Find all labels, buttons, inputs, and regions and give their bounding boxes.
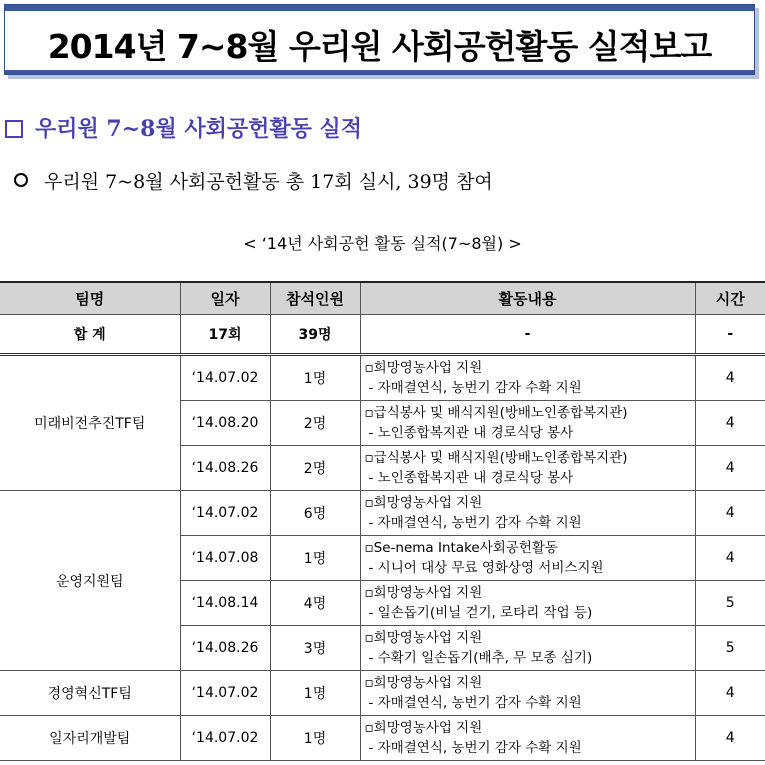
activity-table bbox=[0, 281, 765, 761]
people-cell: 1명 bbox=[270, 716, 360, 761]
hours-cell: 5 bbox=[695, 581, 765, 626]
people-cell: 2명 bbox=[270, 401, 360, 446]
table-row bbox=[0, 491, 765, 536]
date-cell: ‘14.08.26 bbox=[180, 446, 270, 491]
people-cell: 3명 bbox=[270, 626, 360, 671]
activity-title: ▫희망영농사업 지원 bbox=[364, 675, 483, 691]
total-hours: - bbox=[695, 315, 765, 355]
activity-cell bbox=[360, 581, 695, 626]
activity-title: ▫희망영농사업 지원 bbox=[364, 360, 483, 376]
activity-detail: - 수확기 일손돕기(배추, 무 모종 심기) bbox=[368, 650, 593, 666]
hours-cell: 4 bbox=[695, 716, 765, 761]
header-people: 참석인원 bbox=[270, 282, 360, 315]
total-activity: - bbox=[360, 315, 695, 355]
title-banner bbox=[4, 4, 755, 75]
summary-line bbox=[14, 167, 493, 194]
date-cell: ‘14.08.26 bbox=[180, 626, 270, 671]
date-cell: ‘14.07.08 bbox=[180, 536, 270, 581]
activity-detail: - 자매결연식, 농번기 감자 수확 지원 bbox=[368, 740, 582, 756]
activity-title: ▫급식봉사 및 배식지원(방배노인종합복지관) bbox=[364, 405, 628, 421]
activity-title: ▫희망영농사업 지원 bbox=[364, 495, 483, 511]
activity-title: ▫희망영농사업 지원 bbox=[364, 585, 483, 601]
activity-detail: - 시니어 대상 무료 영화상영 서비스지원 bbox=[368, 560, 604, 576]
table-row bbox=[0, 671, 765, 716]
activity-cell bbox=[360, 716, 695, 761]
date-cell: ‘14.07.02 bbox=[180, 716, 270, 761]
title-top-bar bbox=[5, 5, 754, 11]
activity-detail: - 노인종합복지관 내 경로식당 봉사 bbox=[368, 470, 574, 486]
date-cell: ‘14.08.20 bbox=[180, 401, 270, 446]
square-bullet-icon bbox=[5, 120, 23, 138]
people-cell: 2명 bbox=[270, 446, 360, 491]
activity-cell bbox=[360, 536, 695, 581]
header-hours: 시간 bbox=[695, 282, 765, 315]
team-name-cell: 경영혁신TF팀 bbox=[0, 671, 180, 716]
activity-title: ▫급식봉사 및 배식지원(방배노인종합복지관) bbox=[364, 450, 628, 466]
total-people: 39명 bbox=[270, 315, 360, 355]
activity-cell bbox=[360, 446, 695, 491]
hours-cell: 4 bbox=[695, 446, 765, 491]
team-name-cell: 미래비전추진TF팀 bbox=[0, 355, 180, 491]
people-cell: 4명 bbox=[270, 581, 360, 626]
summary-text: 우리원 7~8월 사회공헌활동 총 17회 실시, 39명 참여 bbox=[44, 171, 493, 193]
total-count: 17회 bbox=[180, 315, 270, 355]
activity-title: ▫희망영농사업 지원 bbox=[364, 630, 483, 646]
header-date: 일자 bbox=[180, 282, 270, 315]
table-header-row bbox=[0, 282, 765, 315]
activity-cell bbox=[360, 355, 695, 401]
hours-cell: 5 bbox=[695, 626, 765, 671]
hours-cell: 4 bbox=[695, 491, 765, 536]
date-cell: ‘14.07.02 bbox=[180, 491, 270, 536]
header-activity: 활동내용 bbox=[360, 282, 695, 315]
team-name-cell: 일자리개발팀 bbox=[0, 716, 180, 761]
people-cell: 1명 bbox=[270, 671, 360, 716]
document-title: 2014년 7~8월 우리원 사회공헌활동 실적보고 bbox=[47, 27, 712, 66]
activity-detail: - 자매결연식, 농번기 감자 수확 지원 bbox=[368, 380, 582, 396]
table-caption: < ‘14년 사회공헌 활동 실적(7~8월) > bbox=[243, 234, 522, 253]
activity-cell bbox=[360, 491, 695, 536]
circle-bullet-icon bbox=[14, 173, 28, 187]
hours-cell: 4 bbox=[695, 536, 765, 581]
header-team: 팀명 bbox=[0, 282, 180, 315]
hours-cell: 4 bbox=[695, 401, 765, 446]
activity-title: ▫희망영농사업 지원 bbox=[364, 720, 483, 736]
activity-detail: - 일손돕기(비닐 걷기, 로타리 작업 등) bbox=[368, 605, 593, 621]
date-cell: ‘14.07.02 bbox=[180, 671, 270, 716]
hours-cell: 4 bbox=[695, 355, 765, 401]
date-cell: ‘14.08.14 bbox=[180, 581, 270, 626]
activity-cell bbox=[360, 401, 695, 446]
hours-cell: 4 bbox=[695, 671, 765, 716]
date-cell: ‘14.07.02 bbox=[180, 355, 270, 401]
total-label: 합 계 bbox=[0, 315, 180, 355]
people-cell: 6명 bbox=[270, 491, 360, 536]
people-cell: 1명 bbox=[270, 536, 360, 581]
activity-title: ▫Se-nema Intake사회공헌활동 bbox=[364, 540, 558, 556]
section-heading bbox=[5, 112, 362, 143]
table-row bbox=[0, 355, 765, 401]
activity-cell bbox=[360, 671, 695, 716]
table-row bbox=[0, 716, 765, 761]
people-cell: 1명 bbox=[270, 355, 360, 401]
total-row bbox=[0, 315, 765, 355]
team-name-cell: 운영지원팀 bbox=[0, 491, 180, 671]
activity-detail: - 노인종합복지관 내 경로식당 봉사 bbox=[368, 425, 574, 441]
title-bottom-bar bbox=[5, 70, 754, 74]
activity-cell bbox=[360, 626, 695, 671]
activity-detail: - 자매결연식, 농번기 감자 수확 지원 bbox=[368, 515, 582, 531]
activity-detail: - 자매결연식, 농번기 감자 수확 지원 bbox=[368, 695, 582, 711]
section-heading-text: 우리원 7~8월 사회공헌활동 실적 bbox=[35, 116, 363, 142]
